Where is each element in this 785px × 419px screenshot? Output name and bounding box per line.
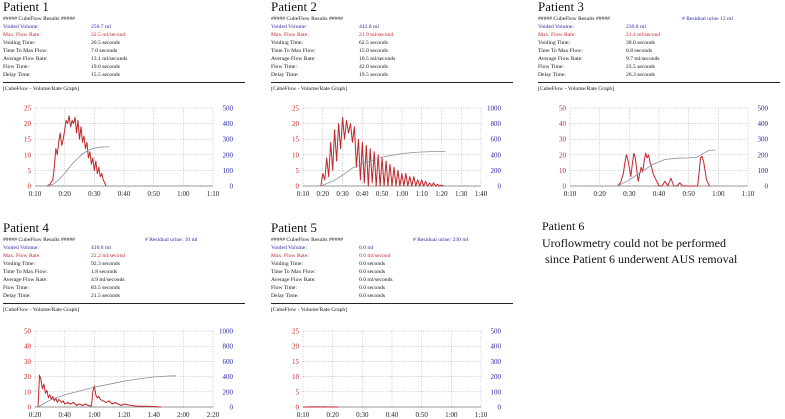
patient-6-note-line-1: Uroflowmetry could not be performed: [542, 235, 726, 251]
patient-title: Patient 3: [538, 0, 584, 14]
result-label: Time To Max Flow:: [271, 269, 316, 276]
result-label: Delay Time:: [538, 72, 566, 79]
patient-title: Patient 5: [271, 221, 317, 235]
result-label: Average Flow Rate:: [3, 277, 48, 284]
graph-title: [CubeFlow - Volume/Rate Graph]: [271, 86, 347, 93]
left-tick-label: 30: [24, 358, 32, 366]
right-tick-label: 400: [223, 120, 234, 128]
left-tick-label: 20: [24, 120, 32, 128]
x-tick-label: 1:20: [118, 411, 131, 419]
result-label: Max. Flow Rate:: [271, 32, 309, 39]
x-tick-label: 0:40: [356, 190, 369, 198]
right-tick-label: 0: [765, 183, 769, 191]
voided-volume-line: [47, 147, 109, 186]
right-tick-label: 300: [758, 136, 769, 144]
result-label: Delay Time:: [271, 293, 299, 300]
result-label: Flow Time:: [271, 64, 297, 71]
x-tick-label: 1:00: [396, 190, 409, 198]
result-label: Voiding Time:: [271, 261, 303, 268]
x-tick-label: 1:10: [475, 411, 488, 419]
x-tick-label: 0:10: [297, 411, 310, 419]
left-tick-label: 25: [24, 105, 32, 113]
result-value: 7.0 seconds: [91, 48, 117, 55]
result-label: Voiding Time:: [538, 40, 570, 47]
left-tick-label: 5: [296, 167, 300, 175]
x-tick-label: 0:20: [593, 190, 606, 198]
result-label: Flow Time:: [3, 64, 29, 71]
result-value: 21.4 ml/second: [626, 32, 660, 39]
result-value: 19.0 seconds: [91, 64, 120, 71]
left-tick-label: 15: [24, 136, 32, 144]
result-value: 442.8 ml: [359, 24, 379, 31]
results-header: ##### CubeFlow Results #####: [538, 16, 610, 23]
left-tick-label: 0: [563, 183, 567, 191]
result-label: Max. Flow Rate:: [3, 32, 41, 39]
x-tick-label: 0:40: [58, 411, 71, 419]
result-label: Flow Time:: [538, 64, 564, 71]
x-tick-label: 0:40: [386, 411, 399, 419]
right-tick-label: 300: [491, 358, 502, 366]
left-tick-label: 10: [559, 167, 567, 175]
x-tick-label: 1:00: [712, 190, 725, 198]
result-value: 83.5 seconds: [91, 285, 120, 292]
right-tick-label: 1000: [219, 328, 234, 336]
x-tick-label: 1:10: [415, 190, 428, 198]
right-tick-label: 600: [491, 136, 502, 144]
result-value: 20.5 seconds: [91, 40, 120, 47]
result-value: 0.0 seconds: [359, 269, 385, 276]
left-tick-label: 10: [292, 151, 300, 159]
x-tick-label: 1:00: [88, 411, 101, 419]
residual-urine-note: # Residual urine 12 ml: [682, 16, 733, 23]
right-tick-label: 200: [491, 373, 502, 381]
left-tick-label: 0: [28, 183, 32, 191]
x-tick-label: 2:00: [177, 411, 190, 419]
right-tick-label: 0: [498, 183, 502, 191]
patient-6-panel: [542, 219, 782, 279]
result-value: 8.8 seconds: [626, 48, 652, 55]
x-tick-label: 0:20: [326, 411, 339, 419]
results-header: ##### CubeFlow Results #####: [3, 237, 75, 244]
result-value: 30.0 seconds: [626, 40, 655, 47]
result-value: 92.3 seconds: [91, 261, 120, 268]
right-tick-label: 200: [491, 167, 502, 175]
left-tick-label: 20: [559, 151, 567, 159]
result-value: 0.0 ml/second: [359, 253, 390, 260]
result-label: Flow Time:: [3, 285, 29, 292]
result-value: 23.5 seconds: [626, 64, 655, 71]
right-tick-label: 400: [223, 373, 234, 381]
left-tick-label: 10: [24, 151, 32, 159]
graph-title: [CubeFlow - Volume/Rate Graph]: [3, 307, 79, 314]
result-label: Time To Max Flow:: [3, 48, 48, 55]
results-separator: [271, 82, 513, 83]
x-tick-label: 0:40: [653, 190, 666, 198]
result-value: 21.9 ml/second: [359, 32, 393, 39]
patient-2-panel: [271, 0, 513, 200]
patient-title: Patient 4: [3, 221, 49, 235]
patient-title: Patient 1: [3, 0, 49, 14]
result-label: Voided Volume:: [3, 245, 39, 252]
x-tick-label: 0:30: [623, 190, 636, 198]
x-tick-label: 0:10: [564, 190, 577, 198]
patient-6-title: Patient 6: [542, 219, 584, 233]
x-tick-label: 1:40: [475, 190, 488, 198]
right-tick-label: 100: [491, 388, 502, 396]
volume-rate-chart: [538, 104, 780, 198]
left-tick-label: 20: [292, 120, 300, 128]
left-tick-label: 40: [559, 120, 567, 128]
right-tick-label: 400: [758, 120, 769, 128]
volume-rate-chart: [271, 104, 513, 198]
patient-4-panel: [3, 221, 245, 411]
graph-title: [CubeFlow - Volume/Rate Graph]: [538, 86, 614, 93]
left-tick-label: 15: [292, 136, 300, 144]
x-tick-label: 0:30: [336, 190, 349, 198]
left-tick-label: 5: [296, 388, 300, 396]
x-tick-label: 1:00: [445, 411, 458, 419]
results-separator: [3, 303, 245, 304]
volume-rate-chart: [3, 104, 245, 198]
right-tick-label: 200: [223, 151, 234, 159]
result-value: 0.0 seconds: [359, 285, 385, 292]
right-tick-label: 200: [758, 151, 769, 159]
right-tick-label: 100: [223, 167, 234, 175]
result-label: Voided Volume:: [271, 245, 307, 252]
result-label: Voiding Time:: [3, 40, 35, 47]
result-value: 13.1 ml/seconds: [91, 56, 127, 63]
right-tick-label: 0: [498, 404, 502, 412]
x-tick-label: 0:30: [356, 411, 369, 419]
result-label: Voided Volume:: [271, 24, 307, 31]
flow-rate-line: [47, 116, 106, 186]
left-tick-label: 25: [292, 328, 300, 336]
result-value: 62.5 seconds: [359, 40, 388, 47]
right-tick-label: 500: [758, 105, 769, 113]
result-label: Average Flow Rate:: [538, 56, 583, 63]
x-tick-label: 0:50: [415, 411, 428, 419]
result-value: 230.8 ml: [626, 24, 646, 31]
x-tick-label: 0:40: [118, 190, 131, 198]
result-value: 250.7 ml: [91, 24, 111, 31]
result-label: Voiding Time:: [3, 261, 35, 268]
x-tick-label: 0:50: [682, 190, 695, 198]
left-tick-label: 30: [559, 136, 567, 144]
right-tick-label: 800: [491, 120, 502, 128]
left-tick-label: 10: [292, 373, 300, 381]
x-tick-label: 1:30: [455, 190, 468, 198]
result-label: Time To Max Flow:: [3, 269, 48, 276]
patient-5-panel: [271, 221, 513, 411]
residual-urine-note: # Residual urine: 10 ml: [145, 237, 198, 244]
right-tick-label: 0: [230, 404, 234, 412]
result-value: 15.5 seconds: [91, 72, 120, 79]
right-tick-label: 400: [491, 343, 502, 351]
results-header: ##### CubeFlow Results #####: [271, 237, 343, 244]
result-value: 9.7 ml/seconds: [626, 56, 660, 63]
right-tick-label: 800: [223, 343, 234, 351]
x-tick-label: 0:50: [376, 190, 389, 198]
x-tick-label: 1:10: [207, 190, 220, 198]
result-value: 0.0 ml/seconds: [359, 277, 393, 284]
right-tick-label: 600: [223, 358, 234, 366]
results-header: ##### CubeFlow Results #####: [271, 16, 343, 23]
left-tick-label: 20: [292, 343, 300, 351]
right-tick-label: 500: [223, 105, 234, 113]
result-value: 1.8 seconds: [91, 269, 117, 276]
result-value: 26.3 seconds: [626, 72, 655, 79]
result-label: Average Flow Rate:: [271, 56, 316, 63]
result-value: 19.5 seconds: [359, 72, 388, 79]
right-tick-label: 0: [230, 183, 234, 191]
x-tick-label: 1:20: [435, 190, 448, 198]
x-tick-label: 1:40: [147, 411, 160, 419]
result-value: 22.2 ml/second: [91, 253, 125, 260]
right-tick-label: 100: [758, 167, 769, 175]
left-tick-label: 0: [296, 183, 300, 191]
result-label: Delay Time:: [3, 293, 31, 300]
result-label: Average Flow Rate:: [271, 277, 316, 284]
result-label: Max. Flow Rate:: [271, 253, 309, 260]
result-value: 22.5 ml/second: [91, 32, 125, 39]
right-tick-label: 200: [223, 388, 234, 396]
left-tick-label: 5: [28, 167, 32, 175]
patient-3-panel: [538, 0, 780, 200]
flow-rate-line: [618, 153, 710, 186]
right-tick-label: 400: [491, 151, 502, 159]
patient-title: Patient 2: [271, 0, 317, 14]
graph-title: [CubeFlow - Volume/Rate Graph]: [3, 86, 79, 93]
left-tick-label: 40: [24, 343, 32, 351]
x-tick-label: 0:10: [297, 190, 310, 198]
left-tick-label: 20: [24, 373, 32, 381]
result-label: Max. Flow Rate:: [538, 32, 576, 39]
patient-6-note-line-2: since Patient 6 underwent AUS removal: [545, 251, 737, 267]
result-label: Time To Max Flow:: [538, 48, 583, 55]
result-value: 15.0 seconds: [359, 48, 388, 55]
results-separator: [271, 303, 513, 304]
result-value: 42.0 seconds: [359, 64, 388, 71]
patient-1-panel: [3, 0, 245, 200]
left-tick-label: 15: [292, 358, 300, 366]
results-header: ##### CubeFlow Results #####: [3, 16, 75, 23]
result-label: Voided Volume:: [3, 24, 39, 31]
result-label: Delay Time:: [271, 72, 299, 79]
x-tick-label: 0:10: [29, 190, 42, 198]
result-value: 21.5 seconds: [91, 293, 120, 300]
left-tick-label: 50: [559, 105, 567, 113]
left-tick-label: 10: [24, 388, 32, 396]
x-tick-label: 1:00: [177, 190, 190, 198]
result-value: 10.5 ml/seconds: [359, 56, 395, 63]
result-label: Max. Flow Rate:: [3, 253, 41, 260]
flow-rate-line: [38, 375, 161, 407]
right-tick-label: 500: [491, 328, 502, 336]
residual-urine-note: # Residual urine: 230 ml: [413, 237, 468, 244]
x-tick-label: 2:20: [207, 411, 220, 419]
left-tick-label: 50: [24, 328, 32, 336]
left-tick-label: 25: [292, 105, 300, 113]
result-value: 410.6 ml: [91, 245, 111, 252]
result-label: Flow Time:: [271, 285, 297, 292]
result-label: Average Flow Rate:: [3, 56, 48, 63]
right-tick-label: 1000: [487, 105, 502, 113]
right-tick-label: 300: [223, 136, 234, 144]
volume-rate-chart: [3, 327, 245, 419]
result-value: 0.0 seconds: [359, 293, 385, 300]
x-tick-label: 0:50: [147, 190, 160, 198]
result-label: Time To Max Flow:: [271, 48, 316, 55]
result-value: 0.0 seconds: [359, 261, 385, 268]
left-tick-label: 0: [296, 404, 300, 412]
left-tick-label: 0: [28, 404, 32, 412]
x-tick-label: 1:10: [742, 190, 755, 198]
result-label: Delay Time:: [3, 72, 31, 79]
results-separator: [3, 82, 245, 83]
result-label: Voiding Time:: [271, 40, 303, 47]
x-tick-label: 0:20: [58, 190, 71, 198]
graph-title: [CubeFlow - Volume/Rate Graph]: [271, 307, 347, 314]
result-value: 4.9 ml/seconds: [91, 277, 125, 284]
results-separator: [538, 82, 780, 83]
x-tick-label: 0:20: [29, 411, 42, 419]
x-tick-label: 0:20: [317, 190, 330, 198]
result-label: Voided Volume:: [538, 24, 574, 31]
volume-rate-chart: [271, 327, 513, 419]
result-value: 0.0 ml: [359, 245, 373, 252]
x-tick-label: 0:30: [88, 190, 101, 198]
